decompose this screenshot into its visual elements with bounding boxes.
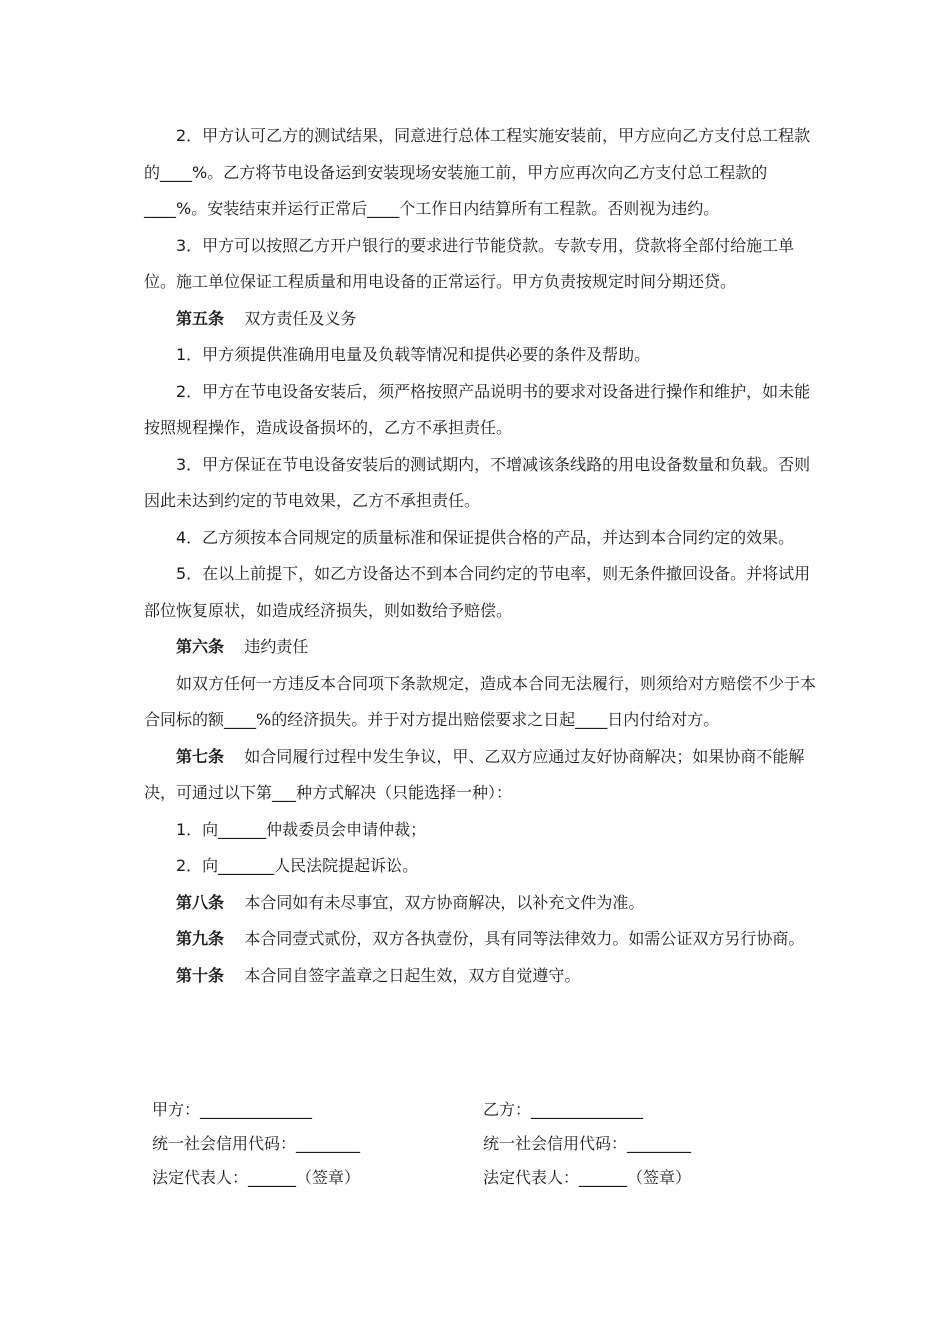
paragraph [144,337,824,374]
paragraph-text: 1．甲方须提供准确用电量及负载等情况和提供必要的条件及帮助。 [176,345,651,364]
article-nine [144,921,824,958]
article-title: 违约责任 [244,637,309,656]
signature-row-name [152,1096,832,1130]
paragraph-text: 5．在以上前提下，如乙方设备达不到本合同约定的节电率，则无条件撤回设备。并将试用部位恢复原状，如造成经济损失，则如数给予赔偿。 [144,564,811,620]
article-five [144,301,824,338]
article-text: 如合同履行过程中发生争议，甲、乙双方应通过友好协商解决；如果协商不能解决，可通过以下第___种方式解决（只能选择一种）： [144,746,805,802]
paragraph [144,520,824,557]
article-eight [144,885,824,922]
paragraph [144,848,824,885]
article-heading: 第九条 [176,929,225,948]
paragraph [144,447,824,520]
signature-row-legal-rep [152,1164,832,1198]
party-a-name: 甲方：______________ [152,1100,313,1119]
article-heading: 第十条 [176,965,225,985]
article-ten [144,958,824,995]
paragraph [144,666,824,739]
article-text: 本合同如有未尽事宜，双方协商解决，以补充文件为准。 [244,892,645,912]
article-title: 双方责任及义务 [244,308,357,328]
paragraph-text: 4．乙方须按本合同规定的质量标准和保证提供合格的产品，并达到本合同约定的效果。 [176,527,795,547]
party-a-credit-code: 统一社会信用代码：________ [152,1134,361,1153]
signature-row-credit-code [152,1130,832,1164]
party-b-credit-code: 统一社会信用代码：________ [483,1134,692,1153]
paragraph [144,374,824,447]
paragraph-text: 如双方任何一方违反本合同项下条款规定，造成本合同无法履行，则须给对方赔偿不少于本合同标的额____%的经济损失。并于对方提出赔偿要求之日起____日内付给对方。 [144,673,817,729]
paragraph-text: 3．甲方保证在节电设备安装后的测试期内，不增减该条线路的用电设备数量和负载。否则因此未达到约定的节电效果，乙方不承担责任。 [144,454,811,510]
signature-block [152,1096,832,1198]
article-seven [144,739,824,812]
paragraph [144,556,824,629]
paragraph [144,228,824,301]
party-b-legal-rep: 法定代表人：______（签章） [483,1168,692,1187]
article-text: 本合同自签字盖章之日起生效，双方自觉遵守。 [244,965,581,985]
paragraph-text: 2．甲方认可乙方的测试结果，同意进行总体工程实施安装前，甲方应向乙方支付总工程款的____%。乙方将节电设备运到安装现场安装施工前，甲方应再次向乙方支付总工程款的____%。安装结束并运行正常后____个工作日内结算所有工程款。否则视为违约。 [144,126,811,218]
article-text: 本合同壹式贰份，双方各执壹份，具有同等法律效力。如需公证双方另行协商。 [244,929,805,948]
article-heading: 第七条 [176,746,225,766]
contract-body [144,118,824,994]
paragraph-text: 2．甲方在节电设备安装后，须严格按照产品说明书的要求对设备进行操作和维护，如未能按照规程操作，造成设备损坏的，乙方不承担责任。 [144,381,811,437]
article-heading: 第五条 [176,308,225,328]
article-heading: 第八条 [176,892,225,912]
paragraph-text: 1．向______仲裁委员会申请仲裁； [176,819,427,839]
paragraph-text: 2．向_______人民法院提起诉讼。 [176,856,419,875]
article-six [144,629,824,666]
paragraph [144,812,824,849]
paragraph-text: 3．甲方可以按照乙方开户银行的要求进行节能贷款。专款专用，贷款将全部付给施工单位。施工单位保证工程质量和用电设备的正常运行。甲方负责按规定时间分期还贷。 [144,235,795,291]
party-a-legal-rep: 法定代表人：______（签章） [152,1168,361,1187]
paragraph [144,118,824,228]
article-heading: 第六条 [176,637,225,656]
party-b-name: 乙方：______________ [483,1100,644,1119]
